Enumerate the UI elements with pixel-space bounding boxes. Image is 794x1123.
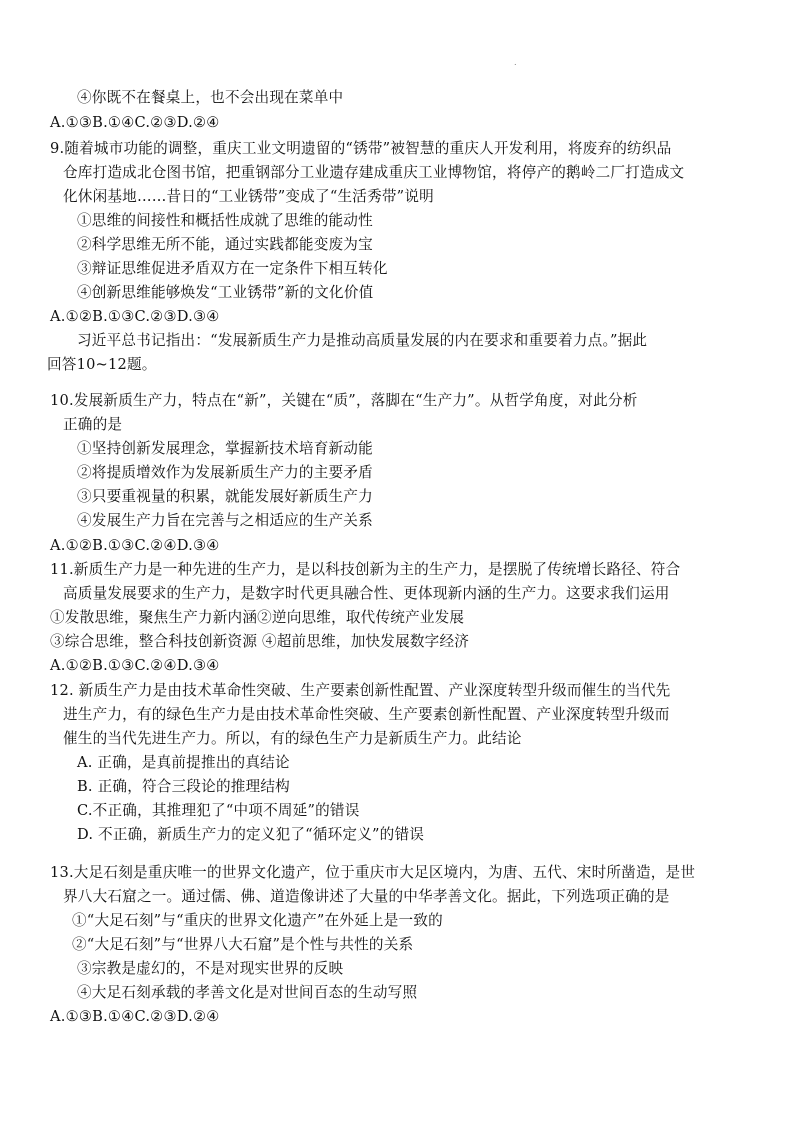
- intro-line-1: 习近平总书记指出：“发展新质生产力是推动高质量发展的内在要求和重要着力点。”据此: [77, 332, 648, 349]
- intro-line-2: 回答10~12题。: [47, 356, 157, 373]
- q9-stem-line-2: 仓库打造成北仓图书馆，把重钢部分工业遗存建成重庆工业博物馆，将停产的鹅岭二厂打造成文: [63, 164, 685, 181]
- q12-stem-line-1: 12. 新质生产力是由技术革命性突破、生产要素创新性配置、产业深度转型升级而催生的当代先: [50, 682, 671, 699]
- q10-stem-line-2: 正确的是: [63, 416, 123, 433]
- q10-answers: A.①②B.①③C.②④D.③④: [50, 537, 220, 554]
- header-mark: .: [514, 58, 517, 67]
- q8-option-4: ④你既不在餐桌上，也不会出现在菜单中: [77, 89, 344, 106]
- q12-stem-line-3: 催生的当代先进生产力。所以，有的绿色生产力是新质生产力。此结论: [63, 730, 522, 747]
- q13-option-4: ④大足石刻承载的孝善文化是对世间百态的生动写照: [77, 984, 418, 1001]
- q9-option-1: ①思维的间接性和概括性成就了思维的能动性: [77, 212, 373, 229]
- q8-answers: A.①③B.①④C.②③D.②④: [50, 114, 220, 131]
- q9-option-3: ③辩证思维促进矛盾双方在一定条件下相互转化: [77, 260, 388, 277]
- q11-options-line-2: ③综合思维，整合科技创新资源 ④超前思维，加快发展数字经济: [50, 633, 470, 650]
- q10-stem-line-1: 10.发展新质生产力，特点在“新”，关键在“质”，落脚在“生产力”。从哲学角度，对此分析: [50, 392, 638, 409]
- q13-option-1: ①“大足石刻”与“重庆的世界文化遗产”在外延上是一致的: [72, 912, 443, 929]
- q12-option-b: B. 正确，符合三段论的推理结构: [77, 778, 290, 795]
- q13-stem-line-1: 13.大足石刻是重庆唯一的世界文化遗产，位于重庆市大足区境内，为唐、五代、宋时所凿造，是世: [50, 864, 696, 881]
- q12-stem-line-2: 进生产力，有的绿色生产力是由技术革命性突破、生产要素创新性配置、产业深度转型升级而: [63, 706, 670, 723]
- q11-options-line-1: ①发散思维，聚焦生产力新内涵②逆向思维，取代传统产业发展: [50, 609, 465, 626]
- q12-option-d: D. 不正确，新质生产力的定义犯了“循环定义”的错误: [77, 826, 425, 843]
- q11-answers: A.①②B.①③C.②④D.③④: [50, 657, 220, 674]
- q10-option-4: ④发展生产力旨在完善与之相适应的生产关系: [77, 512, 373, 529]
- q9-stem-line-3: 化休闲基地……昔日的“工业锈带”变成了“生活秀带”说明: [63, 188, 434, 205]
- q10-option-3: ③只要重视量的积累，就能发展好新质生产力: [77, 488, 373, 505]
- q12-option-a: A. 正确，是真前提推出的真结论: [77, 754, 290, 771]
- q11-stem-line-1: 11.新质生产力是一种先进的生产力，是以科技创新为主的生产力，是摆脱了传统增长路径、符合: [50, 561, 681, 578]
- q13-option-2: ②“大足石刻”与“世界八大石窟”是个性与共性的关系: [72, 936, 414, 953]
- q11-stem-line-2: 高质量发展要求的生产力，是数字时代更具融合性、更体现新内涵的生产力。这要求我们运用: [63, 585, 670, 602]
- q12-option-c: C.不正确，其推理犯了“中项不周延”的错误: [77, 802, 360, 819]
- q9-stem-line-1: 9.随着城市功能的调整，重庆工业文明遗留的“锈带”被智慧的重庆人开发利用，将废弃的纺织品: [50, 140, 672, 157]
- q9-answers: A.①②B.①③C.②③D.③④: [50, 308, 220, 325]
- q9-option-4: ④创新思维能够焕发“工业锈带”新的文化价值: [77, 284, 374, 301]
- q10-option-1: ①坚持创新发展理念，掌握新技术培育新动能: [77, 440, 373, 457]
- q13-stem-line-2: 界八大石窟之一。通过儒、佛、道造像讲述了大量的中华孝善文化。据此，下列选项正确的是: [63, 888, 670, 905]
- q9-option-2: ②科学思维无所不能，通过实践都能变废为宝: [77, 236, 373, 253]
- q13-option-3: ③宗教是虚幻的，不是对现实世界的反映: [77, 960, 344, 977]
- q13-answers: A.①③B.①④C.②③D.②④: [50, 1008, 220, 1025]
- q10-option-2: ②将提质增效作为发展新质生产力的主要矛盾: [77, 464, 373, 481]
